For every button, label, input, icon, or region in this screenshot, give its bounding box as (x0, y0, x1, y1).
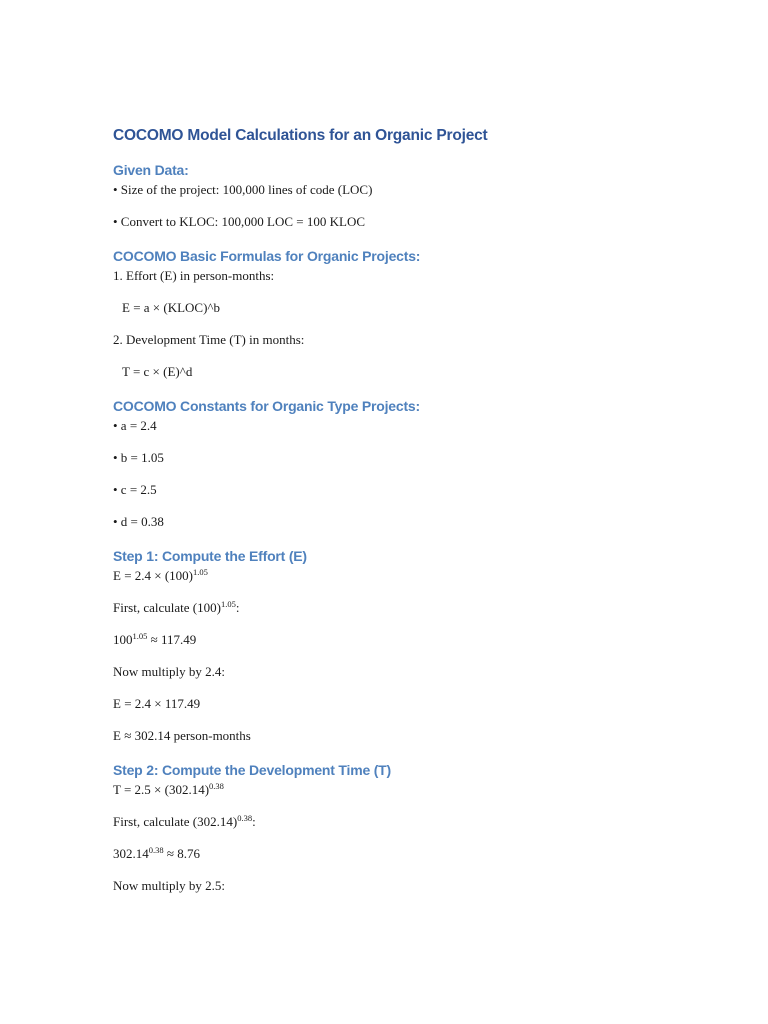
step1-power-result (113, 630, 673, 650)
constant-a: • a = 2.4 (113, 418, 157, 433)
step2-power-exponent: 0.38 (148, 845, 164, 855)
effort-formula: E = a × (KLOC)^b (122, 300, 221, 315)
step2-calc-exponent: 0.38 (237, 813, 253, 823)
step2-power-value: ≈ 8.76 (163, 846, 201, 861)
time-formula-label: 2. Development Time (T) in months: (113, 332, 305, 347)
step1-multiply-note: Now multiply by 2.4: (113, 664, 225, 679)
constant-d: • d = 0.38 (113, 514, 164, 529)
time-formula: T = c × (E)^d (122, 364, 193, 379)
step1-equation-exponent: 1.05 (193, 567, 208, 577)
step2-multiply-note: Now multiply by 2.5: (113, 878, 225, 893)
effort-formula-label: 1. Effort (E) in person-months: (113, 268, 275, 283)
step2-calc-line (113, 812, 673, 832)
step2-power-base: 302.14 (113, 846, 149, 861)
constant-b: • b = 1.05 (113, 450, 164, 465)
step1-result: E ≈ 302.14 person-months (113, 728, 251, 743)
step1-equation (113, 566, 673, 586)
given-item-kloc: • Convert to KLOC: 100,000 LOC = 100 KLOC (113, 214, 366, 229)
step2-calc-prefix: First, calculate (302.14) (113, 814, 238, 829)
step2-power-result (113, 844, 673, 864)
heading-given-data: Given Data: (113, 162, 189, 178)
step1-power-value: ≈ 117.49 (147, 632, 197, 647)
document-page (113, 124, 673, 896)
heading-step-2: Step 2: Compute the Development Time (T) (113, 762, 391, 778)
step2-calc-suffix: : (252, 814, 256, 829)
given-item-size: • Size of the project: 100,000 lines of code (LOC) (113, 182, 373, 197)
step1-calc-exponent: 1.05 (220, 599, 236, 609)
step1-equation-base: E = 2.4 × (100) (113, 568, 194, 583)
step2-equation-exponent: 0.38 (209, 781, 224, 791)
heading-step-1: Step 1: Compute the Effort (E) (113, 548, 307, 564)
constant-c: • c = 2.5 (113, 482, 157, 497)
heading-basic-formulas: COCOMO Basic Formulas for Organic Projects: (113, 248, 421, 264)
step1-calc-prefix: First, calculate (100) (113, 600, 221, 615)
step1-product: E = 2.4 × 117.49 (113, 696, 201, 711)
step1-calc-line (113, 598, 673, 618)
step1-power-base: 100 (113, 632, 133, 647)
step1-calc-suffix: : (235, 600, 240, 615)
step2-equation-base: T = 2.5 × (302.14) (113, 782, 210, 797)
step1-power-exponent: 1.05 (132, 631, 148, 641)
document-title: COCOMO Model Calculations for an Organic Project (113, 127, 488, 144)
heading-constants: COCOMO Constants for Organic Type Projects: (113, 398, 420, 414)
step2-equation (113, 780, 673, 800)
